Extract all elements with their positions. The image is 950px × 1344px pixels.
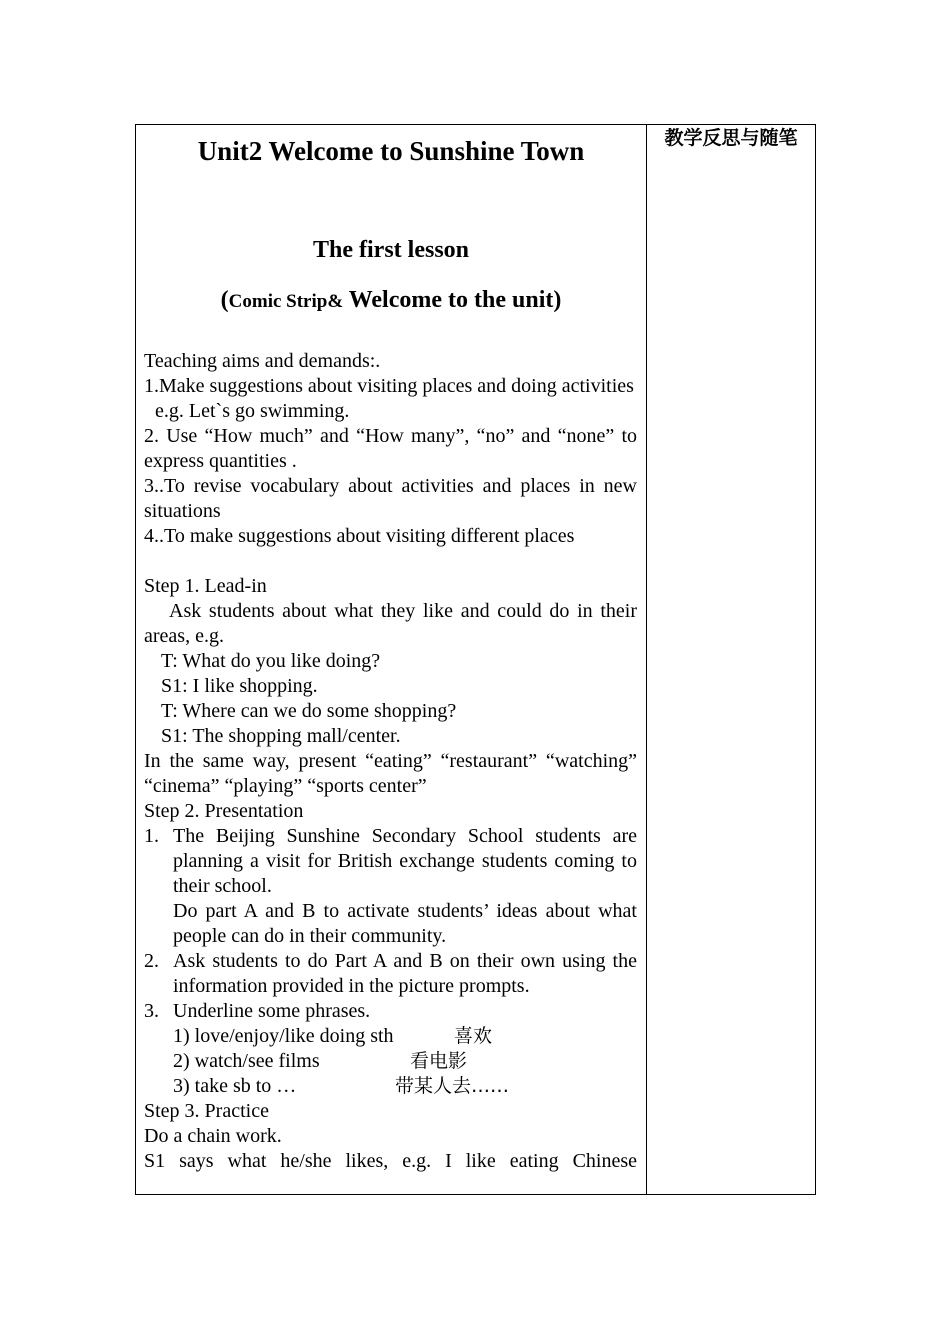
lesson-body bbox=[144, 349, 637, 1174]
aim-3: 3..To revise vocabulary about activities and places in new situations bbox=[144, 475, 637, 522]
dialogue-line-1: T: What do you like doing? bbox=[161, 650, 381, 672]
step2-heading: Step 2. Presentation bbox=[144, 800, 304, 822]
step1-intro: Ask students about what they like and could do in their areas, e.g. bbox=[144, 600, 637, 647]
step2-item-1-number: 1. bbox=[144, 825, 159, 847]
lesson-title: The first lesson bbox=[313, 237, 469, 263]
reflection-notes-cell bbox=[647, 125, 815, 1194]
phrase-1-en: 1) love/enjoy/like doing sth bbox=[173, 1025, 394, 1047]
spacer bbox=[144, 549, 637, 574]
reflection-heading: 教学反思与随笔 bbox=[664, 127, 798, 149]
step1-note: In the same way, present “eating” “restaurant” “watching” “cinema” “playing” “sports center” bbox=[144, 750, 637, 797]
lesson-subtitle bbox=[136, 285, 646, 317]
aim-2: 2. Use “How much” and “How many”, “no” and “none” to express quantities . bbox=[144, 425, 637, 472]
step2-item-3-text: Underline some phrases. bbox=[173, 1000, 371, 1022]
subtitle-welcome: Welcome to the unit) bbox=[343, 287, 562, 313]
step3-heading: Step 3. Practice bbox=[144, 1100, 269, 1122]
step2-item-3 bbox=[144, 999, 637, 1024]
lesson-plan-table bbox=[135, 124, 816, 1195]
phrase-3 bbox=[144, 1074, 637, 1099]
step2-item-2-number: 2. bbox=[144, 950, 159, 972]
aims-heading: Teaching aims and demands:. bbox=[144, 350, 381, 372]
phrase-1 bbox=[144, 1024, 637, 1049]
dialogue-line-2: S1: I like shopping. bbox=[161, 675, 318, 697]
phrase-3-cn: 带某人去…… bbox=[395, 1075, 510, 1097]
step2-item-1-extra: Do part A and B to activate students’ ideas about what people can do in their community. bbox=[173, 900, 637, 947]
step2-item-1-text: The Beijing Sunshine Secondary School students are planning a visit for British exchange students coming to their school. bbox=[173, 825, 637, 897]
dialogue-line-3: T: Where can we do some shopping? bbox=[161, 700, 457, 722]
step2-item-1 bbox=[144, 824, 637, 949]
dialogue-line-4: S1: The shopping mall/center. bbox=[161, 725, 401, 747]
aim-1: 1.Make suggestions about visiting places and doing activities bbox=[144, 375, 634, 397]
phrase-2 bbox=[144, 1049, 637, 1074]
phrase-2-en: 2) watch/see films bbox=[173, 1050, 320, 1072]
aim-4: 4..To make suggestions about visiting different places bbox=[144, 525, 575, 547]
step2-item-3-number: 3. bbox=[144, 1000, 159, 1022]
step3-line-2: S1 says what he/she likes, e.g. I like eating Chinese bbox=[144, 1150, 637, 1172]
step3-line-1: Do a chain work. bbox=[144, 1125, 282, 1147]
subtitle-open-paren: ( bbox=[220, 287, 229, 313]
phrase-3-en: 3) take sb to … bbox=[173, 1075, 297, 1097]
step2-item-2-text: Ask students to do Part A and B on their own using the information provided in the picture prompts. bbox=[173, 950, 637, 997]
phrase-1-cn: 喜欢 bbox=[454, 1025, 493, 1047]
aim-1-example: e.g. Let`s go swimming. bbox=[155, 400, 350, 422]
step2-item-2 bbox=[144, 949, 637, 999]
unit-title: Unit2 Welcome to Sunshine Town bbox=[197, 136, 585, 166]
lesson-content-cell bbox=[136, 125, 647, 1194]
step1-heading: Step 1. Lead-in bbox=[144, 575, 267, 597]
phrase-2-cn: 看电影 bbox=[410, 1050, 468, 1072]
subtitle-comic-strip: Comic Strip& bbox=[228, 291, 344, 312]
